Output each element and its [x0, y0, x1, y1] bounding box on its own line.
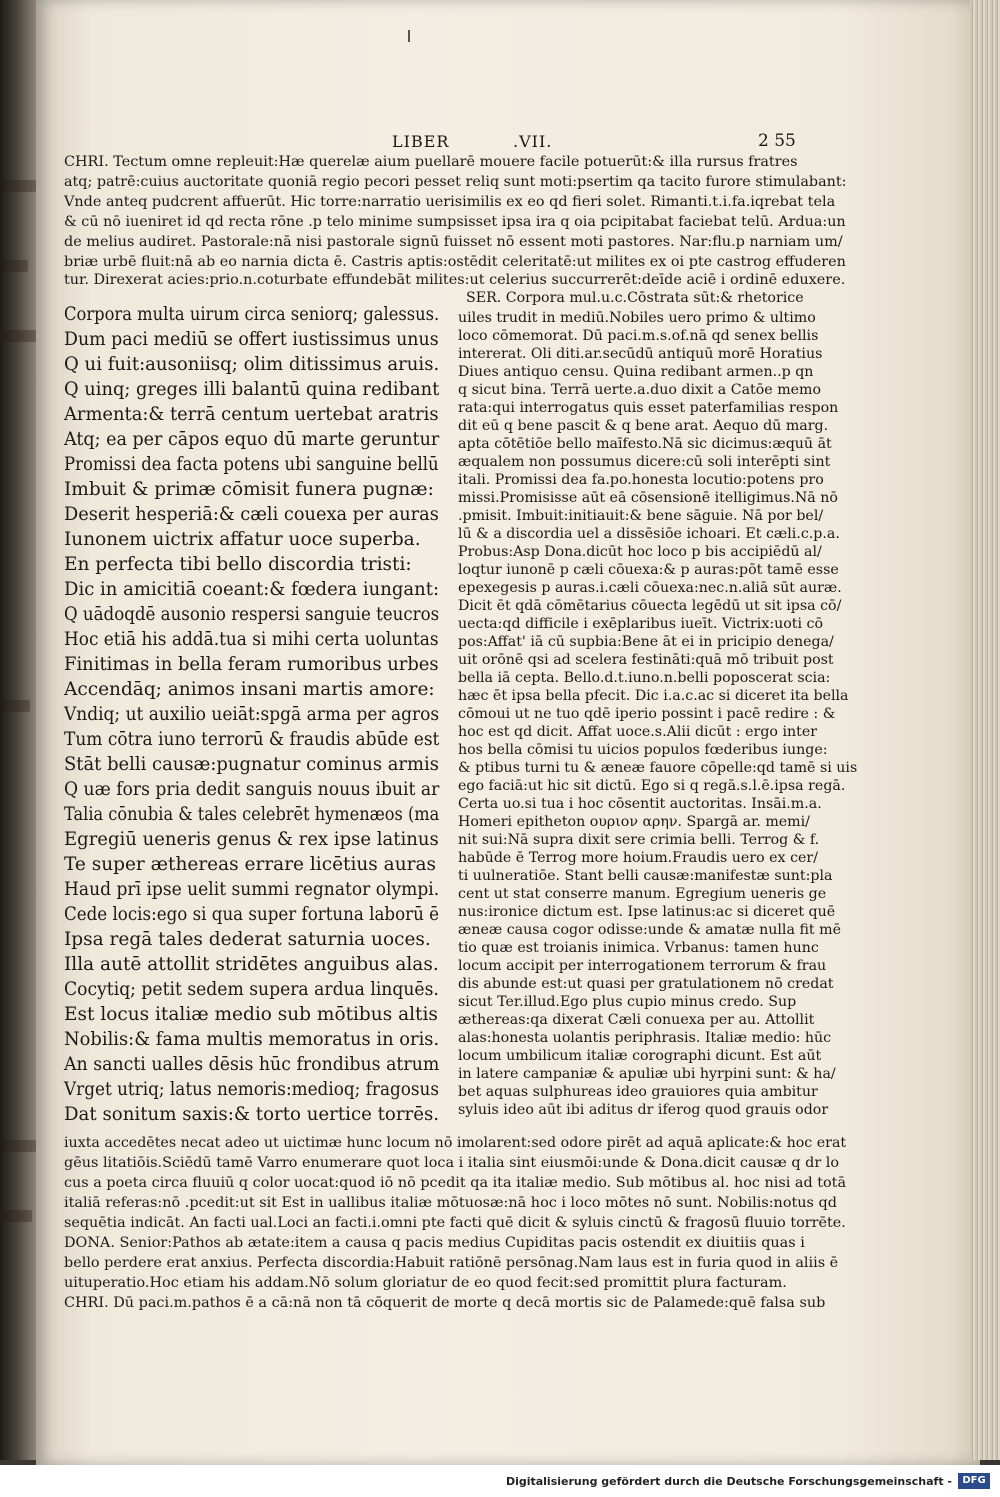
text-line: Diues antiquo censu. Quina redibant armen..p qn [458, 364, 814, 380]
text-line: æneæ causa cogor odisse:unde & amatæ nulla fit mē [458, 922, 841, 938]
verse-line: Armenta:& terrā centum uertebat aratris [64, 404, 439, 425]
text-line: Vnde anteq pudcrent affuerūt. Hic torre:narratio uerisimilis ex eo qd fieri solet. Rimanti.t.i.fa.iqrebat tela [64, 194, 836, 210]
text-line: CHRI. Tectum omne repleuit:Hæ querelæ aium puellarē mouere facile potuerūt:& illa rursus fratres [64, 154, 798, 170]
text-line: hoc est qd dicit. Affat uoce.s.Alii dicūt : ergo inter [458, 724, 818, 740]
verse-line: Egregiū ueneris genus & rex ipse latinus [64, 829, 439, 850]
text-line: DONA. Senior:Pathos ab ætate:item a causa q pacis medius Cupiditas pacis ostendit ex diuitiis quas i [64, 1235, 805, 1251]
text-line: intererat. Oli diti.ar.secūdū antiquū morē Horatius [458, 346, 823, 362]
verse-line: Accendāq; animos insani martis amore: [64, 679, 435, 700]
text-line: & cū nō iueniret id qd recta rōne .p telo minime sumpsisset ipsa ira q oia pcipitabat faciebat telū. Ardua:un [64, 214, 846, 230]
text-line: lū & a discordia uel a dissēsiōe ichoari. Et cæli.c.p.a. [458, 526, 840, 542]
text-line: & ptibus turni tu & æneæ fauore cōpelle:qd tamē si uis [458, 760, 858, 776]
text-line: rata:qui interrogatus quis esset paterfamilias respon [458, 400, 839, 416]
verse-line: Q uæ fors pria dedit sanguis nouus ibuit ar [64, 779, 440, 800]
text-line: .pmisit. Imbuit:initiauit:& bene sāguie. Nā por bel/ [458, 508, 824, 524]
verse-line: Q ui fuit:ausoniisq; olim ditissimus aruis. [64, 354, 440, 375]
text-line: de melius audiret. Pastorale:nā nisi pastorale signū fuisset nō essent moti pastores. Nar:flu.p narniam um/ [64, 234, 843, 250]
text-line: ti uulneratiōe. Stant belli causæ:manifestæ sunt:pla [458, 868, 833, 884]
text-line: uecta:qd difficile i exēplaribus iueīt. Victrix:uoti cō [458, 616, 824, 632]
verse-line: Haud prī ipse uelit summi regnator olympi. [64, 879, 440, 900]
text-line: Probus:Asp Dona.dicūt hoc loco p bis accipiēdū al/ [458, 544, 822, 560]
verse-line: An sancti ualles dēsis hūc frondibus atrum [64, 1054, 440, 1075]
verse-line: Talia cōnubia & tales celebrēt hymenæos (ma [64, 804, 440, 825]
text-line: briæ urbē fluit:nā ab eo narnia dicta ē. Castris aptis:ostēdit celeritatē:ut milites ex oi pte castrog effuderen [64, 254, 846, 270]
text-line: alas:honesta uolantis periphrasis. Italiæ medio: hūc [458, 1030, 832, 1046]
verse-line: Q uinq; greges illi balantū quina redibant [64, 379, 440, 400]
text-line: loqtur iunonē p cæli cōuexa:& p auras:pōt tamē esse [458, 562, 839, 578]
verse-line: Dat sonitum saxis:& torto uertice torrēs. [64, 1104, 440, 1125]
verse-line: Atq; ea per cāpos equo dū marte geruntur [64, 429, 440, 450]
verse-line: Deserit hesperiā:& cæli couexa per auras [64, 504, 439, 525]
text-line: apta cōtētiōe bello maīfesto.Nā sic dicimus:æquū āt [458, 436, 832, 452]
text-line: uiles trudit in mediū.Nobiles uero primo & ultimo [458, 310, 816, 326]
text-line: Dicit ēt qdā cōmētarius cōuecta legēdū ut sit ipsa cō/ [458, 598, 842, 614]
verse-line: Est locus italiæ medio sub mōtibus altis [64, 1004, 438, 1025]
text-line: q sicut bina. Terrā uerte.a.duo dixit a Catōe memo [458, 382, 822, 398]
verse-line: Promissi dea facta potens ubi sanguine bellū [64, 454, 439, 475]
text-line: uit orōnē qsi ad scelera festināti:quā mō tribuit post [458, 652, 834, 668]
verse-line: Cede locis:ego si qua super fortuna laborū ē [64, 904, 440, 925]
text-line: epexegesis p auras.i.cæli cōuexa:nec.n.aliā sūt auræ. [458, 580, 842, 596]
verse-line: Imbuit & primæ cōmisit funera pugnæ: [64, 479, 434, 500]
verse-line: Finitimas in bella feram rumoribus urbes [64, 654, 439, 675]
text-line: æqualem non possumus dicere:cū soli interēpti sint [458, 454, 831, 470]
text-line: tio quæ est troianis inimica. Vrbanus: tamen hunc [458, 940, 819, 956]
text-line: cōmoui ut ne tuo qdē iperio possint i pacē redire : & [458, 706, 836, 722]
verse-line: Iunonem uictrix affatur uoce superba. [64, 529, 421, 550]
running-title: LIBER [392, 132, 450, 151]
text-line: gēus litatiōis.Sciēdū tamē Varro enumerare quot loca i italia sint eiusmōi:unde & Dona.dicit causæ q dr lo [64, 1155, 840, 1171]
text-line: habūde ē Terrog more hoium.Fraudis uero ex cer/ [458, 850, 818, 866]
text-line: tur. Direxerat acies:prio.n.coturbate effundebāt milites:ut celerius succurrerēt:deīde aciē i ordinē eduxere. [64, 272, 846, 288]
text-line: cent ut stat conserre manum. Egregium ueneris ge [458, 886, 827, 902]
text-line: Homeri epitheton ουριον αρην. Spargā ar. memi/ [458, 814, 810, 830]
digitization-note: Digitalisierung gefördert durch die Deutsche Forschungsgemeinschaft - [505, 1475, 952, 1488]
verse-line: En perfecta tibi bello discordia tristi: [64, 554, 412, 575]
verse-line: Illa autē attollit stridētes anguibus alas. [64, 954, 439, 975]
text-line: Certa uo.si tua i hoc cōsentit auctoritas. Insāi.m.a. [458, 796, 822, 812]
text-line: æthereas:qa dixerat Cæli conuexa per au. Attollit [458, 1012, 815, 1028]
verse-line: Te super æthereas errare licētius auras [64, 854, 436, 875]
verse-line: Cocytiq; petit sedem supera ardua linquēs. [64, 979, 439, 1000]
text-line: bella iā cepta. Bello.d.t.iuno.n.belli poposcerat scia: [458, 670, 831, 686]
chapter-number: .VII. [513, 132, 553, 151]
text-line: iuxta accedētes necat adeo ut uictimæ hunc locum nō imolarent:sed odore pirēt ad aquā aplicate:& hoc erat [64, 1135, 847, 1151]
text-line: syluis ideo aūt ibi aditus dr iferog quod grauis odor [458, 1102, 829, 1118]
text-line: missi.Promisisse aūt eā cōsensionē itelligimus.Nā nō [458, 490, 838, 506]
verse-line: Dic in amicitiā coeant:& fœdera iungant: [64, 579, 440, 600]
verse-line: Vrget utriq; latus nemoris:medioq; fragosus [64, 1079, 440, 1100]
text-line: italiā referas:nō .pcedit:ut sit Est in uallibus italiæ mōtuosæ:nā hoc i loco mōtes nō sunt. Nobilis:notus qd [64, 1195, 837, 1211]
verse-line: Ipsa regā tales dederat saturnia uoces. [64, 929, 431, 950]
text-line: locum umbilicum italiæ corographi dicunt. Est aūt [458, 1048, 822, 1064]
text-line: uituperatio.Hoc etiam his addam.Nō solum gloriatur de eo quod fecit:sed promittit plura facturam. [64, 1275, 787, 1291]
text-line: cus a poeta circa fluuiū q color uocat:quod iō nō pcedit qa ita italiæ medio. Sub mōtibus al. hoc nisi ad totā [64, 1175, 847, 1191]
verse-line: Stāt belli causæ:pugnatur cominus armis [64, 754, 439, 775]
verse-line: Hoc etiā his addā.tua si mihi certa uoluntas [64, 629, 439, 650]
text-line: dis abunde est:ut quasi per gratulationem nō credat [458, 976, 834, 992]
folio-number: 2 55 [758, 131, 796, 151]
text-line: hæc ēt ipsa bella pfecit. Dic i.a.c.ac si diceret ita bella [458, 688, 849, 704]
text-line: dit eū q bene pascit & q bene arat. Aequo dū marg. [458, 418, 829, 434]
verse-line: Dum paci mediū se offert iustissimus unus [64, 329, 439, 350]
ser-heading: SER. Corpora mul.u.c.Cōstrata sūt:& rhetorice [466, 290, 804, 306]
text-line: bello perdere erat anxius. Perfecta discordia:Habuit ratiōnē persōnag.Nam laus est in furia quod in aliis ē [64, 1255, 839, 1271]
text-line: ego faciā:ut hic sit dictū. Ego si q regā.s.l.ē.ipsa regā. [458, 778, 846, 794]
text-line: locum accipit per interrogationem terrorum & frau [458, 958, 827, 974]
text-line: itali. Promissi dea fa.po.honesta locutio:potens pro [458, 472, 824, 488]
verse-line: Nobilis:& fama multis memoratus in oris. [64, 1029, 440, 1050]
right-page-edge [970, 0, 1000, 1460]
text-line: loco cōmemorat. Dū paci.m.s.of.nā qd senex bellis [458, 328, 819, 344]
text-line: sicut Ter.illud.Ego plus cupio minus credo. Sup [458, 994, 797, 1010]
text-line: atq; patrē:cuius auctoritate quoniā regio pecori pesset reliq sunt moti:psertim qa tacito furore stimulabant: [64, 174, 847, 190]
text-line: hos bella cōmisi tu uicios populos fœderibus iunge: [458, 742, 828, 758]
verse-line: Q uādoqdē ausonio respersi sanguie teucros [64, 604, 440, 625]
verse-line: Vndiq; ut auxilio ueiāt:spgā arma per agros [64, 704, 440, 725]
text-line: pos:Affat' iā cū supbia:Bene āt ei in pricipio denega/ [458, 634, 834, 650]
text-line: CHRI. Dū paci.m.pathos ē a cā:nā non tā cōquerit de morte q decā mortis sic de Palamede:quē falsa sub [64, 1295, 826, 1311]
text-line: nus:ironice dictum est. Ipse latinus:ac si diceret quē [458, 904, 836, 920]
verse-line: Tum cōtra iuno terrorū & fraudis abūde est [64, 729, 440, 750]
text-line: nit sui:Nā supra dixit sere crimia belli. Terrog & f. [458, 832, 820, 848]
text-line: bet aquas sulphureas ideo grauiores quia ambitur [458, 1084, 818, 1100]
text-line: in latere campaniæ & apuliæ ubi hyrpini sunt: & ha/ [458, 1066, 836, 1082]
verse-line: Corpora multa uirum circa seniorq; galessus. [64, 304, 440, 325]
text-line: sequētia indicāt. An facti ual.Loci an facti.i.omni pte facti quē dicit & syluis cinctū & fragosū fluuio torrēte. [64, 1215, 846, 1231]
dfg-logo-icon[interactable]: DFG [958, 1473, 990, 1489]
